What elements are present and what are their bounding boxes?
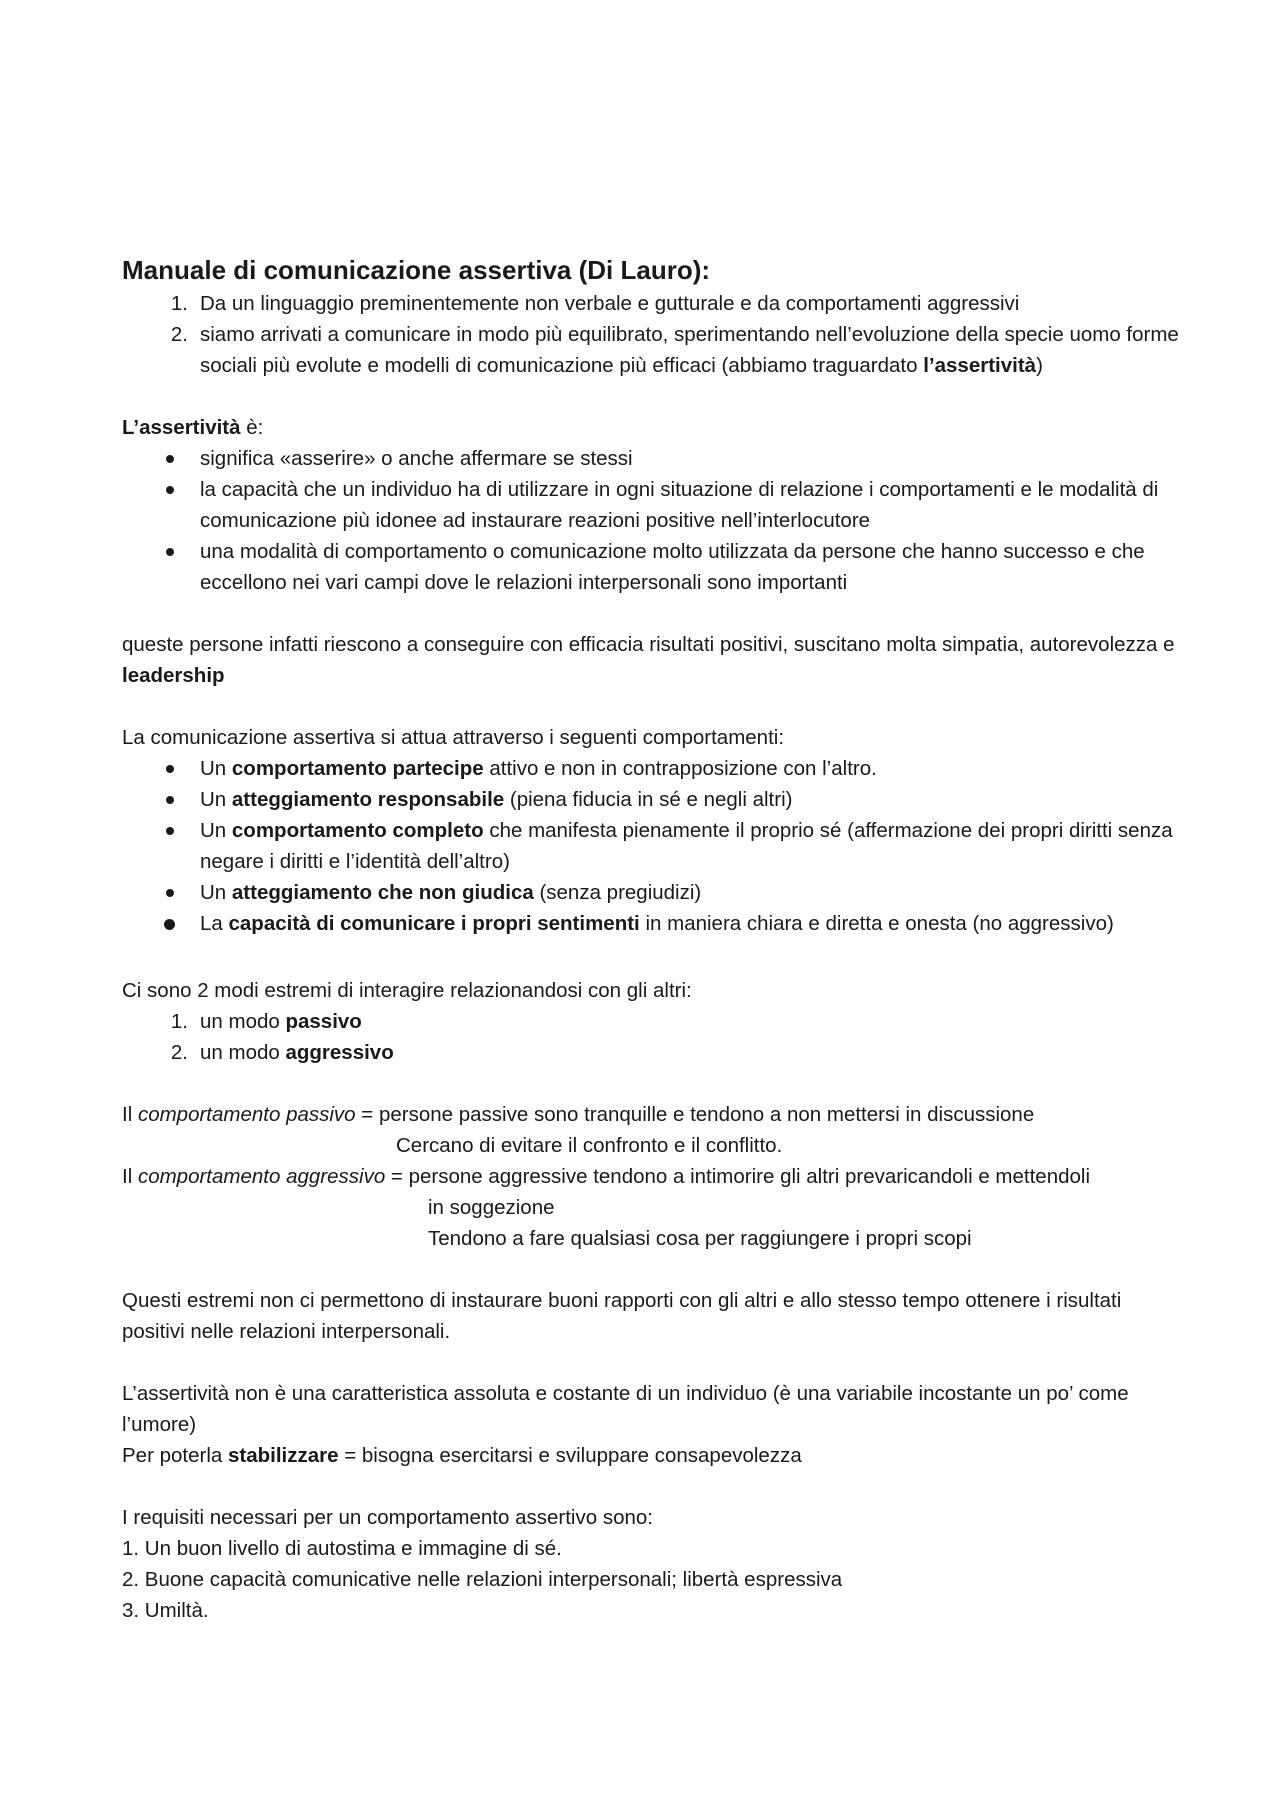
bullet-icon [166, 486, 174, 494]
list-item [122, 815, 1182, 877]
definition-heading [122, 412, 1182, 443]
paragraph-bold: leadership [122, 664, 225, 687]
list-number: 1. [170, 292, 188, 315]
list-item [122, 319, 1182, 381]
list-item [122, 1006, 1182, 1037]
list-text: Un [200, 881, 232, 904]
list-number: 1. [170, 1010, 188, 1033]
list-text: la capacità che un individuo ha di utilizzare in ogni situazione di relazione i comportamenti e le modalità di comunicazione più idonee ad instaurare reazioni positive nell’interlocutore [200, 478, 1159, 532]
list-text: (piena fiducia in sé e negli altri) [504, 788, 793, 811]
list-text-bold: aggressivo [285, 1041, 394, 1064]
list-item [122, 877, 1182, 908]
list-text: una modalità di comportamento o comunicazione molto utilizzata da persone che hanno successo e che eccellono nei vari campi dove le relazioni interpersonali sono importanti [200, 540, 1145, 594]
requirement-item: 1. Un buon livello di autostima e immagine di sé. [122, 1537, 562, 1560]
list-item [122, 536, 1182, 598]
requirement-item: 2. Buone capacità comunicative nelle relazioni interpersonali; libertà espressiva [122, 1568, 843, 1591]
definition-text: Il [122, 1103, 138, 1126]
list-item [122, 908, 1182, 939]
list-text: un modo [200, 1010, 286, 1033]
aggressive-definition-line2: in soggezione [428, 1196, 555, 1219]
list-item [122, 753, 1182, 784]
document-title: Manuale di comunicazione assertiva (Di Lauro): [122, 255, 711, 285]
list-text: Un [200, 757, 232, 780]
list-text: ) [1036, 354, 1043, 377]
list-item [122, 784, 1182, 815]
list-text: che manifesta pienamente il proprio sé (affermazione dei propri diritti senza negare i diritti e l’identità dell’altro) [200, 819, 1173, 873]
list-text-bold: comportamento completo [231, 819, 484, 842]
extremes-paragraph: Questi estremi non ci permettono di instaurare buoni rapporti con gli altri e allo stesso tempo ottenere i risultati positivi nelle relazioni interpersonali. [122, 1289, 1122, 1343]
definition-text: = persone passive sono tranquille e tendono a non mettersi in discussione [355, 1103, 1035, 1126]
paragraph-text: queste persone infatti riescono a conseguire con efficacia risultati positivi, suscitano molta simpatia, autorevolezza e [122, 633, 1175, 656]
stabilize-paragraph [122, 1440, 1182, 1471]
list-text-bold: atteggiamento responsabile [231, 788, 505, 811]
list-item [122, 474, 1182, 536]
list-text-bold: atteggiamento che non giudica [231, 881, 534, 904]
definition-term: comportamento passivo [137, 1103, 356, 1126]
aggressive-definition-line3: Tendono a fare qualsiasi cosa per raggiungere i propri scopi [428, 1227, 972, 1250]
bullet-icon [166, 796, 174, 804]
heading-rest: è: [240, 416, 264, 439]
aggressive-definition [122, 1161, 1182, 1192]
list-number: 2. [170, 323, 188, 346]
history-list [122, 288, 1182, 381]
bullet-icon [166, 455, 174, 463]
bullet-icon [166, 827, 174, 835]
list-text: Un [200, 819, 232, 842]
list-text: siamo arrivati a comunicare in modo più equilibrato, sperimentando nell’evoluzione della specie uomo forme sociali più evolute e modelli di comunicazione più efficaci (abbiamo traguardato [200, 323, 1179, 377]
list-text-bold: l’assertività [923, 354, 1037, 377]
list-text-bold: capacità di comunicare i propri sentimenti [228, 912, 640, 935]
behaviours-list [122, 753, 1182, 939]
bullet-icon [166, 548, 174, 556]
definition-text: Il [122, 1165, 138, 1188]
list-text: Un [200, 788, 232, 811]
definition-text: = persone aggressive tendono a intimorire gli altri prevaricandoli e mettendoli [385, 1165, 1091, 1188]
passive-definition-line2: Cercano di evitare il confronto e il conflitto. [396, 1134, 783, 1157]
list-text: un modo [200, 1041, 286, 1064]
definition-term: comportamento aggressivo [137, 1165, 386, 1188]
modes-intro: Ci sono 2 modi estremi di interagire relazionandosi con gli altri: [122, 979, 692, 1002]
list-item [122, 1037, 1182, 1068]
document-content [122, 252, 1182, 1626]
success-paragraph [122, 629, 1182, 691]
list-text: attivo e non in contrapposizione con l’altro. [483, 757, 877, 780]
heading-bold: L’assertività [122, 416, 241, 439]
list-item [122, 443, 1182, 474]
list-text: (senza pregiudizi) [533, 881, 702, 904]
paragraph-bold: stabilizzare [227, 1444, 339, 1467]
list-text-bold: comportamento partecipe [231, 757, 484, 780]
definition-list [122, 443, 1182, 598]
list-text: in maniera chiara e diretta e onesta (no aggressivo) [639, 912, 1114, 935]
list-text: La [200, 912, 229, 935]
paragraph-text: Per poterla [122, 1444, 228, 1467]
passive-definition [122, 1099, 1182, 1130]
requirement-item: 3. Umiltà. [122, 1599, 209, 1622]
bullet-icon [166, 765, 174, 773]
list-text: significa «asserire» o anche affermare se stessi [200, 447, 633, 470]
requirements-intro: I requisiti necessari per un comportamento assertivo sono: [122, 1506, 653, 1529]
behaviours-intro: La comunicazione assertiva si attua attraverso i seguenti comportamenti: [122, 726, 785, 749]
list-text-bold: passivo [285, 1010, 362, 1033]
variability-paragraph: L’assertività non è una caratteristica assoluta e costante di un individuo (è una variabile incostante un po’ come l’umore) [122, 1382, 1129, 1436]
bullet-icon [164, 919, 175, 930]
bullet-icon [166, 889, 174, 897]
modes-list [122, 1006, 1182, 1068]
paragraph-text: = bisogna esercitarsi e sviluppare consapevolezza [338, 1444, 802, 1467]
list-item [122, 288, 1182, 319]
list-number: 2. [170, 1041, 188, 1064]
list-text: Da un linguaggio preminentemente non verbale e gutturale e da comportamenti aggressivi [200, 292, 1020, 315]
